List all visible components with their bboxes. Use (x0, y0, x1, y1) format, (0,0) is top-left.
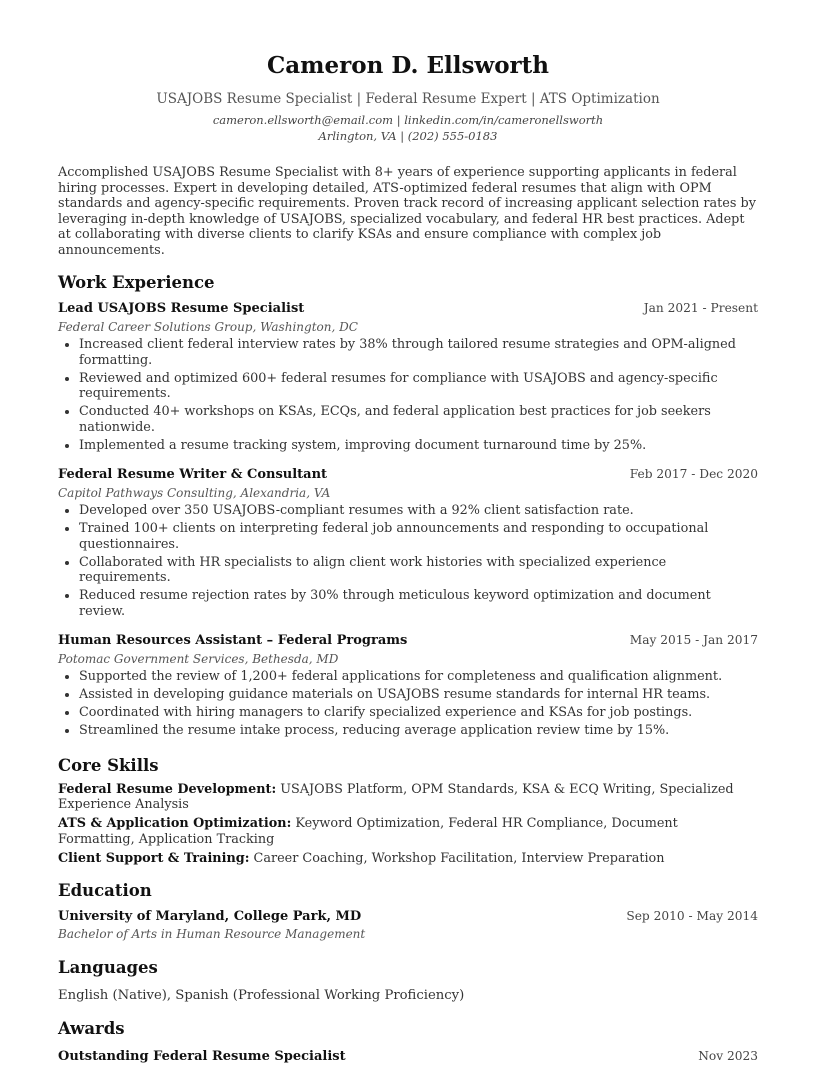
job-company: Capitol Pathways Consulting, Alexandria, VA (58, 486, 331, 500)
job-entry (58, 466, 758, 619)
skill-group-value: USAJOBS Platform, OPM Standards, KSA & ECQ Writing, Specialized Experience Analysis (58, 781, 734, 812)
job-bullet: • Coordinated with hiring managers to clarify specialized experience and KSAs for job postings. (79, 705, 758, 721)
education-dates: Sep 2010 - May 2014 (626, 909, 758, 923)
education-entry (58, 908, 758, 943)
section-title-languages: Languages (58, 958, 158, 977)
job-bullet: • Reduced resume rejection rates by 30% through meticulous keyword optimization and document review. (79, 588, 758, 619)
job-dates: May 2015 - Jan 2017 (629, 633, 758, 647)
skill-group-label: Client Support & Training: (58, 850, 250, 866)
job-bullets (58, 337, 758, 453)
job-bullet: • Reviewed and optimized 600+ federal resumes for compliance with USAJOBS and agency-specific requirements. (79, 371, 758, 402)
section-title-education: Education (58, 881, 152, 900)
skill-group-value: Keyword Optimization, Federal HR Compliance, Document Formatting, Application Tracking (58, 816, 678, 847)
job-bullet: • Developed over 350 USAJOBS-compliant resumes with a 92% client satisfaction rate. (79, 503, 758, 519)
job-bullets (58, 669, 758, 739)
job-company: Federal Career Solutions Group, Washington, DC (58, 320, 358, 334)
job-bullet: • Trained 100+ clients on interpreting federal job announcements and responding to occupational questionnaires. (79, 521, 758, 552)
contact-line-email-linkedin: cameron.ellsworth@email.com | linkedin.com/in/cameronellsworth (212, 113, 604, 127)
job-bullets (58, 503, 758, 619)
skill-group (58, 782, 758, 813)
skill-group-label: Federal Resume Development: (58, 781, 277, 797)
job-bullet: • Conducted 40+ workshops on KSAs, ECQs, and federal application best practices for job seekers nationwide. (79, 404, 758, 435)
job-dates: Feb 2017 - Dec 2020 (629, 467, 758, 481)
skills-list (58, 782, 758, 867)
job-bullet: • Collaborated with HR specialists to align client work histories with specialized experience requirements. (79, 555, 758, 586)
skill-group (58, 816, 758, 847)
job-entry (58, 300, 758, 453)
job-bullet: • Assisted in developing guidance materials on USAJOBS resume standards for internal HR teams. (79, 687, 758, 703)
job-bullet: • Increased client federal interview rates by 38% through tailored resume strategies and OPM-aligned formatting. (79, 337, 758, 368)
job-dates: Jan 2021 - Present (643, 301, 758, 315)
section-title-work-experience: Work Experience (58, 273, 215, 292)
candidate-name: Cameron D. Ellsworth (266, 52, 550, 79)
award-entry (58, 1048, 758, 1065)
resume-header (58, 0, 758, 144)
contact-info (58, 113, 758, 144)
languages-list: English (Native), Spanish (Professional Working Proficiency) (58, 988, 465, 1003)
job-title: Human Resources Assistant – Federal Programs (58, 633, 408, 648)
skill-group (58, 851, 758, 867)
degree: Bachelor of Arts in Human Resource Management (58, 927, 366, 941)
skill-group-value: Career Coaching, Workshop Facilitation, Interview Preparation (253, 850, 665, 866)
school-name: University of Maryland, College Park, MD (58, 909, 362, 924)
contact-line-location-phone: Arlington, VA | (202) 555-0183 (318, 128, 498, 143)
job-title: Federal Resume Writer & Consultant (58, 467, 328, 482)
job-bullet: • Implemented a resume tracking system, improving document turnaround time by 25%. (79, 438, 758, 454)
job-bullet: • Supported the review of 1,200+ federal applications for completeness and qualification alignment. (79, 669, 758, 685)
award-title: Outstanding Federal Resume Specialist (58, 1049, 346, 1064)
section-title-awards: Awards (58, 1019, 125, 1038)
section-title-core-skills: Core Skills (58, 755, 159, 775)
job-bullet: • Streamlined the resume intake process, reducing average application review time by 15%. (79, 723, 758, 739)
job-entry (58, 632, 758, 739)
professional-summary: Accomplished USAJOBS Resume Specialist with 8+ years of experience supporting applicants in federal hiring processes. Expert in developing detailed, ATS-optimized federal resumes that align with OPM standards and agency-specific requirements. Proven track record of increasing applicant selection rates by leveraging in-depth knowledge of USAJOBS, specialized vocabulary, and federal HR best practices. Adept at collaborating with diverse clients to clarify KSAs and ensure compliance with complex job announcements. (58, 165, 756, 258)
professional-tagline: USAJOBS Resume Specialist | Federal Resume Expert | ATS Optimization (156, 91, 660, 107)
skill-group-label: ATS & Application Optimization: (58, 816, 292, 831)
job-title: Lead USAJOBS Resume Specialist (58, 301, 305, 316)
job-company: Potomac Government Services, Bethesda, MD (58, 652, 339, 666)
award-date: Nov 2023 (698, 1049, 758, 1063)
